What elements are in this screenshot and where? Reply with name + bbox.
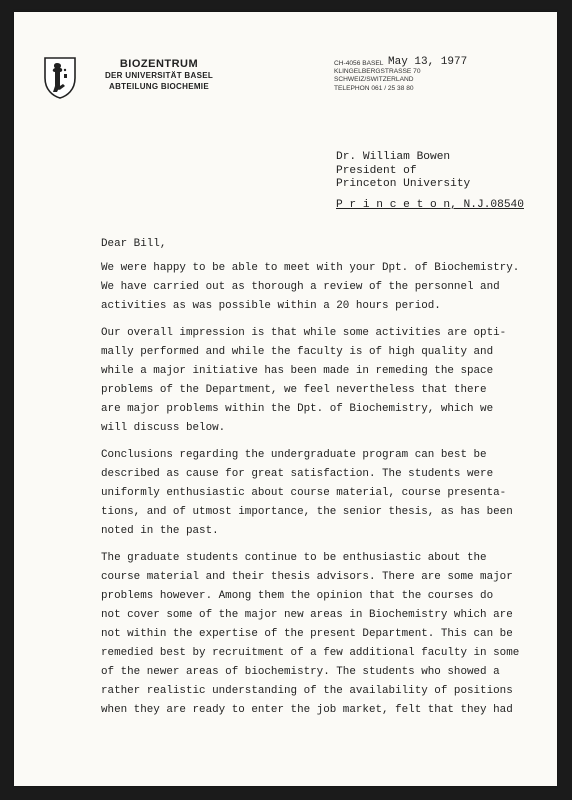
text-line: The graduate students continue to be enthusiastic about the [101,552,487,564]
recipient-organization: Princeton University [336,178,471,190]
letter-page [14,12,557,786]
text-line: problems however. Among them the opinion that the courses do [101,590,494,602]
text-line: tions, and of utmost importance, the senior thesis, as has been [101,506,513,518]
text-line: of the newer areas of biochemistry. The students who showed a [101,666,500,678]
address-line-2: KLINGELBERGSTRASSE 70 [334,68,421,76]
text-line: problems of the Department, we feel nevertheless that there [101,384,487,396]
text-line: not within the expertise of the present Department. This can be [101,628,513,640]
text-line: uniformly enthusiastic about course material, course presenta- [101,487,507,499]
paragraph [101,259,541,316]
text-line: are major problems within the Dpt. of Biochemistry, which we [101,403,494,415]
letter-body [101,236,541,728]
text-line: We were happy to be able to meet with your Dpt. of Biochemistry. [101,262,520,274]
paragraph [101,324,541,438]
address-line-3: SCHWEIZ/SWITZERLAND [334,76,414,84]
basel-crest-icon [43,56,77,100]
text-line: described as cause for great satisfaction. The students were [101,468,494,480]
text-line: Our overall impression is that while some activities are opti- [101,327,507,339]
text-line: noted in the past. [101,525,219,537]
text-line: We have carried out as thorough a review of the personnel and [101,281,500,293]
text-line: activities as was possible within a 20 hours period. [101,300,441,312]
text-line: will discuss below. [101,422,226,434]
institution-block [84,59,234,92]
recipient-title: President of [336,164,417,177]
recipient-block [336,151,470,192]
text-line: Conclusions regarding the undergraduate program can best be [101,449,487,461]
text-line: while a major initiative has been made in remeding the space [101,365,494,377]
text-line: remedied best by recruitment of a few additional faculty in some [101,647,520,659]
recipient-city: P r i n c e t o n, N.J.08540 [336,199,524,211]
address-line-4: TELEPHON 061 / 25 38 80 [334,84,414,92]
text-line: course material and their thesis advisors. There are some major [101,571,513,583]
text-line: mally performed and while the faculty is of high quality and [101,346,494,358]
recipient-name: Dr. William Bowen [336,151,451,163]
institution-university: DER UNIVERSITÄT BASEL [104,71,214,80]
letter-date: May 13, 1977 [388,56,468,68]
institution-name: BIOZENTRUM [119,58,199,70]
paragraph [101,549,541,720]
salutation: Dear Bill, [101,238,167,250]
text-line: not cover some of the major new areas in Biochemistry which are [101,609,513,621]
text-line: rather realistic understanding of the availability of positions [101,685,513,697]
text-line: when they are ready to enter the job market, felt that they had [101,704,513,716]
address-line-1: CH-4056 BASEL [334,60,384,67]
institution-department: ABTEILUNG BIOCHEMIE [109,82,209,91]
paragraph [101,446,541,541]
